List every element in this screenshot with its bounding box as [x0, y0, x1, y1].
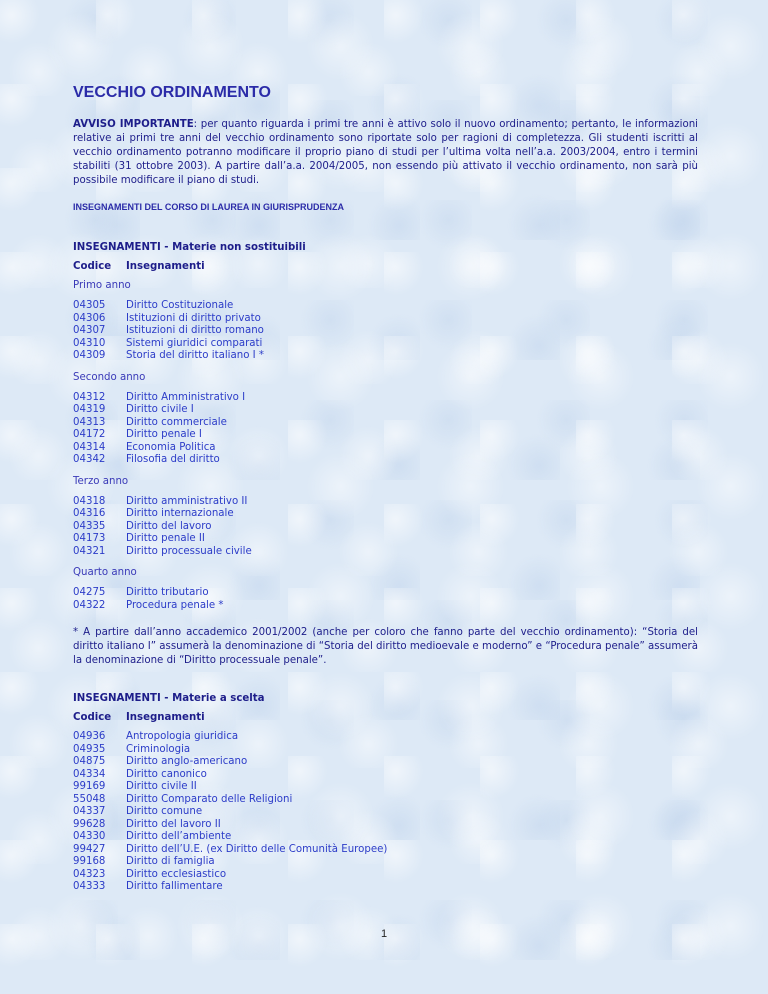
course-group: [73, 496, 698, 559]
course-name: Diritto commerciale: [126, 416, 227, 428]
course-row: [73, 881, 698, 894]
course-row: [73, 496, 698, 509]
course-code: 04310: [73, 337, 106, 349]
course-code: 04323: [73, 868, 106, 880]
course-code: 55048: [73, 793, 106, 805]
course-name: Diritto ecclesiastico: [126, 868, 227, 880]
course-row: [73, 806, 698, 819]
course-row: [73, 831, 698, 844]
course-group: [73, 392, 698, 467]
course-name: Diritto dell’U.E. (ex Diritto delle Comunità Europee): [126, 843, 388, 855]
course-code: 04318: [73, 495, 106, 507]
course-row: [73, 794, 698, 807]
course-name: Antropologia giuridica: [126, 731, 239, 742]
course-row: [73, 404, 698, 417]
course-row: [73, 392, 698, 405]
course-name: Diritto del lavoro: [126, 520, 212, 532]
year-label: Primo anno: [73, 280, 131, 291]
year-label: Secondo anno: [73, 371, 146, 383]
course-code: 04319: [73, 404, 106, 415]
course-row: [73, 533, 698, 546]
course-name: Diritto Costituzionale: [126, 300, 234, 311]
course-row: [73, 587, 698, 600]
course-row: [73, 429, 698, 442]
course-row: [73, 781, 698, 794]
course-name: Diritto di famiglia: [126, 856, 215, 867]
course-row: [73, 844, 698, 857]
course-row: [73, 856, 698, 869]
course-code: 04875: [73, 756, 106, 767]
course-code: 04333: [73, 881, 106, 892]
year-label: Quarto anno: [73, 567, 137, 578]
course-code: 99168: [73, 856, 106, 867]
course-code: 99169: [73, 781, 106, 792]
course-name: Diritto comune: [126, 806, 203, 817]
course-row: [73, 300, 698, 313]
course-code: 04312: [73, 391, 106, 403]
year-groups: [73, 280, 698, 612]
column-name-header: Insegnamenti: [126, 261, 205, 272]
notice-text: : per quanto riguarda i primi tre anni è attivo solo il nuovo ordinamento; pertanto, le informazioni relative ai primi tre anni del vecchio ordinamento sono riportate solo per ragioni di completezza. Gli studenti iscritti al vecchio ordinamento potranno modificare il proprio piano di studi per l’ultima volta nell’a.a. 2003/2004, entro i termini stabiliti (31 ottobre 2003). A partire dall’a.a. 2004/2005, non essendo più attivato il vecchio ordinamento, non sarà più possibile modificare il piano di studi.: [73, 119, 698, 186]
section-elective: [73, 693, 698, 894]
notice-paragraph: [73, 118, 698, 188]
course-name: Diritto internazionale: [126, 508, 234, 519]
notice-label: AVVISO IMPORTANTE: [73, 119, 194, 130]
course-code: 04314: [73, 441, 106, 453]
course-code: 04305: [73, 300, 106, 311]
course-code: 04334: [73, 768, 106, 780]
course-name: Diritto canonico: [126, 768, 207, 780]
course-name: Storia del diritto italiano I *: [126, 350, 265, 361]
course-name: Criminologia: [126, 743, 191, 755]
course-code: 04309: [73, 350, 106, 361]
course-row: [73, 417, 698, 430]
course-name: Diritto civile II: [126, 781, 197, 792]
course-row: [73, 869, 698, 882]
course-code: 04322: [73, 599, 106, 611]
column-code-header: Codice: [73, 712, 112, 723]
course-name: Diritto penale I: [126, 429, 202, 440]
course-row: [73, 313, 698, 326]
course-heading: INSEGNAMENTI DEL CORSO DI LAUREA IN GIURISPRUDENZA: [73, 202, 345, 212]
course-name: Sistemi giuridici comparati: [126, 337, 263, 349]
course-code: 04313: [73, 416, 106, 428]
course-row: [73, 731, 698, 744]
course-name: Diritto tributario: [126, 587, 209, 598]
course-row: [73, 744, 698, 757]
course-code: 04306: [73, 312, 106, 324]
course-row: [73, 546, 698, 559]
column-code-header: Codice: [73, 261, 112, 272]
course-name: Diritto fallimentare: [126, 881, 223, 892]
course-name: Diritto dell’ambiente: [126, 831, 232, 842]
course-name: Diritto Comparato delle Religioni: [126, 793, 293, 805]
course-group: [73, 587, 698, 612]
course-name: Diritto processuale civile: [126, 545, 252, 557]
course-code: 04337: [73, 806, 106, 817]
section-mandatory: [73, 242, 698, 668]
course-code: 04307: [73, 325, 106, 336]
course-row: [73, 325, 698, 338]
course-code: 04342: [73, 454, 106, 465]
course-name: Diritto del lavoro II: [126, 818, 221, 830]
course-code: 04172: [73, 429, 106, 440]
course-code: 04330: [73, 831, 106, 842]
section-title: INSEGNAMENTI - Materie a scelta: [73, 693, 265, 704]
course-name: Diritto penale II: [126, 533, 205, 544]
course-name: Istituzioni di diritto romano: [126, 325, 264, 336]
course-row: [73, 769, 698, 782]
course-name: Procedura penale *: [126, 599, 224, 611]
course-row: [73, 338, 698, 351]
course-row: [73, 454, 698, 467]
course-row: [73, 508, 698, 521]
course-row: [73, 442, 698, 455]
course-row: [73, 600, 698, 613]
course-row: [73, 819, 698, 832]
column-header: [73, 261, 698, 272]
column-header: [73, 712, 698, 723]
course-name: Diritto civile I: [126, 404, 194, 415]
course-name: Economia Politica: [126, 441, 216, 453]
course-code: 99628: [73, 818, 106, 830]
course-group: [73, 300, 698, 363]
course-name: Diritto Amministrativo I: [126, 391, 246, 403]
footnote: * A partire dall’anno accademico 2001/2002 (anche per coloro che fanno parte del vecchio ordinamento): “Storia del diritto italiano I” assumerà la denominazione di “Storia del diritto medioevale e moderno” e “Procedura penale” assumerà la denominazione di “Diritto processuale penale”.: [73, 627, 698, 666]
course-row: [73, 756, 698, 769]
page-number: 1: [380, 928, 388, 940]
course-code: 04335: [73, 520, 106, 532]
course-code: 99427: [73, 843, 106, 855]
course-code: 04316: [73, 508, 106, 519]
page-title: VECCHIO ORDINAMENTO: [73, 84, 271, 101]
column-name-header: Insegnamenti: [126, 712, 205, 723]
course-name: Diritto amministrativo II: [126, 495, 248, 507]
year-label: Terzo anno: [73, 475, 129, 487]
course-code: 04935: [73, 743, 106, 755]
course-row: [73, 350, 698, 363]
document-page: [73, 84, 698, 894]
course-name: Diritto anglo-americano: [126, 756, 248, 767]
section-title: INSEGNAMENTI - Materie non sostituibili: [73, 242, 306, 253]
course-code: 04321: [73, 545, 106, 557]
course-name: Istituzioni di diritto privato: [126, 312, 261, 324]
course-code: 04936: [73, 731, 106, 742]
course-row: [73, 521, 698, 534]
course-code: 04173: [73, 533, 106, 544]
course-list: [73, 731, 698, 894]
course-name: Filosofia del diritto: [126, 454, 220, 465]
course-code: 04275: [73, 587, 106, 598]
